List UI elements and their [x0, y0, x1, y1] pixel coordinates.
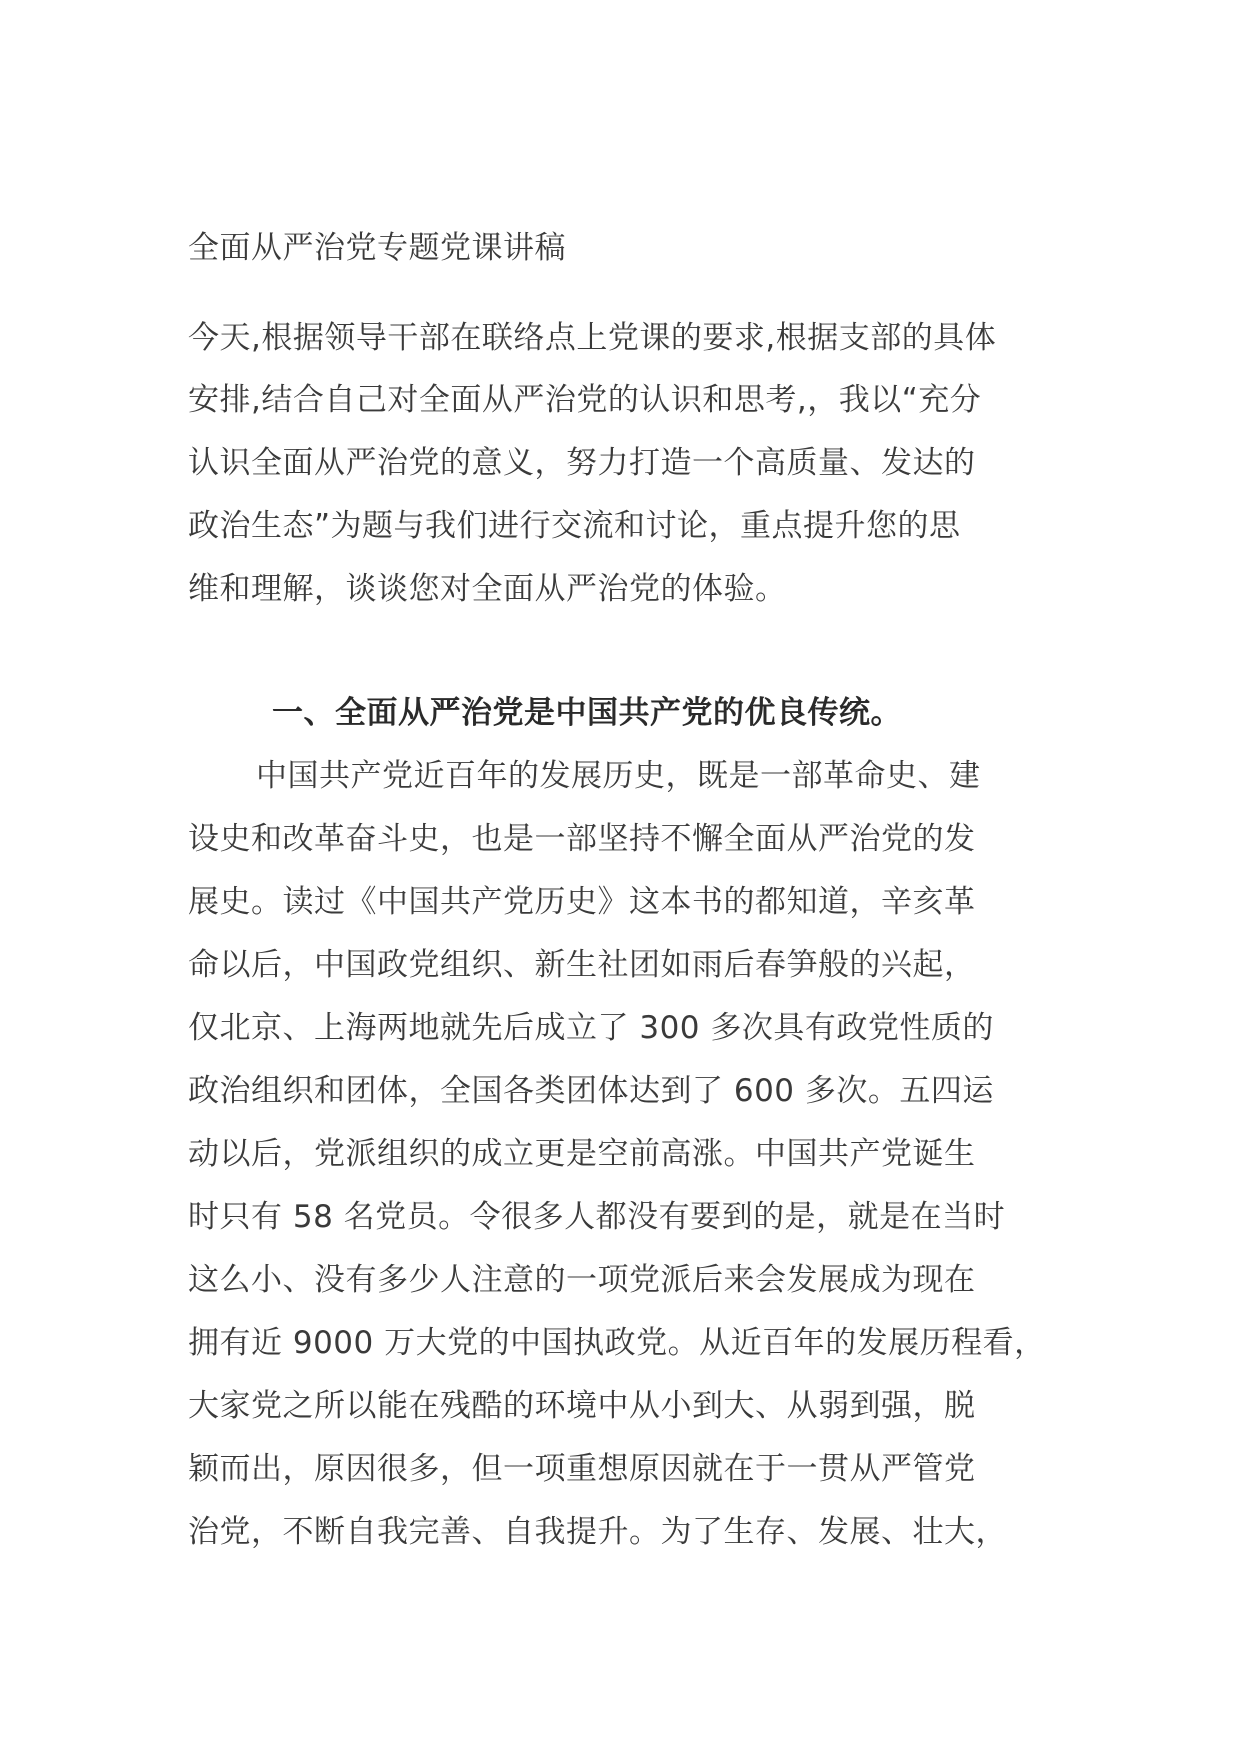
- body-line: 大家党之所以能在残酷的环境中从小到大、从弱到强，脱: [188, 1388, 976, 1424]
- section-heading: 一、全面从严治党是中国共产党的优良传统。: [272, 695, 902, 731]
- body-line: 时只有 58 名党员。令很多人都没有要到的是，就是在当时: [188, 1199, 1006, 1235]
- intro-line: 维和理解，谈谈您对全面从严治党的体验。: [188, 571, 787, 607]
- body-line: 命以后，中国政党组织、新生社团如雨后春笋般的兴起，: [188, 947, 976, 983]
- body-line: 动以后，党派组织的成立更是空前高涨。中国共产党诞生: [188, 1136, 976, 1172]
- body-line: 这么小、没有多少人注意的一项党派后来会发展成为现在: [188, 1262, 976, 1298]
- body-line: 颖而出，原因很多，但一项重想原因就在于一贯从严管党: [188, 1451, 976, 1487]
- body-line: 展史。读过《中国共产党历史》这本书的都知道，辛亥革: [188, 884, 976, 920]
- body-line: 拥有近 9000 万大党的中国执政党。从近百年的发展历程看，: [188, 1325, 1046, 1361]
- body-line: 治党，不断自我完善、自我提升。为了生存、发展、壮大，: [188, 1514, 1007, 1550]
- body-line: 设史和改革奋斗史，也是一部坚持不懈全面从严治党的发: [188, 821, 976, 857]
- body-line: 政治组织和团体，全国各类团体达到了 600 多次。五四运: [188, 1073, 994, 1109]
- body-line: 中国共产党近百年的发展历史，既是一部革命史、建: [256, 758, 981, 794]
- intro-line: 政治生态”为题与我们进行交流和讨论，重点提升您的思: [188, 508, 961, 544]
- intro-line: 认识全面从严治党的意义，努力打造一个高质量、发达的: [188, 445, 976, 481]
- intro-line: 今天,根据领导干部在联络点上党课的要求,根据支部的具体: [188, 320, 997, 356]
- document-title: 全面从严治党专题党课讲稿: [188, 230, 566, 266]
- body-line: 仅北京、上海两地就先后成立了 300 多次具有政党性质的: [188, 1010, 994, 1046]
- intro-line: 安排,结合自己对全面从严治党的认识和思考,，我以“充分: [188, 382, 982, 418]
